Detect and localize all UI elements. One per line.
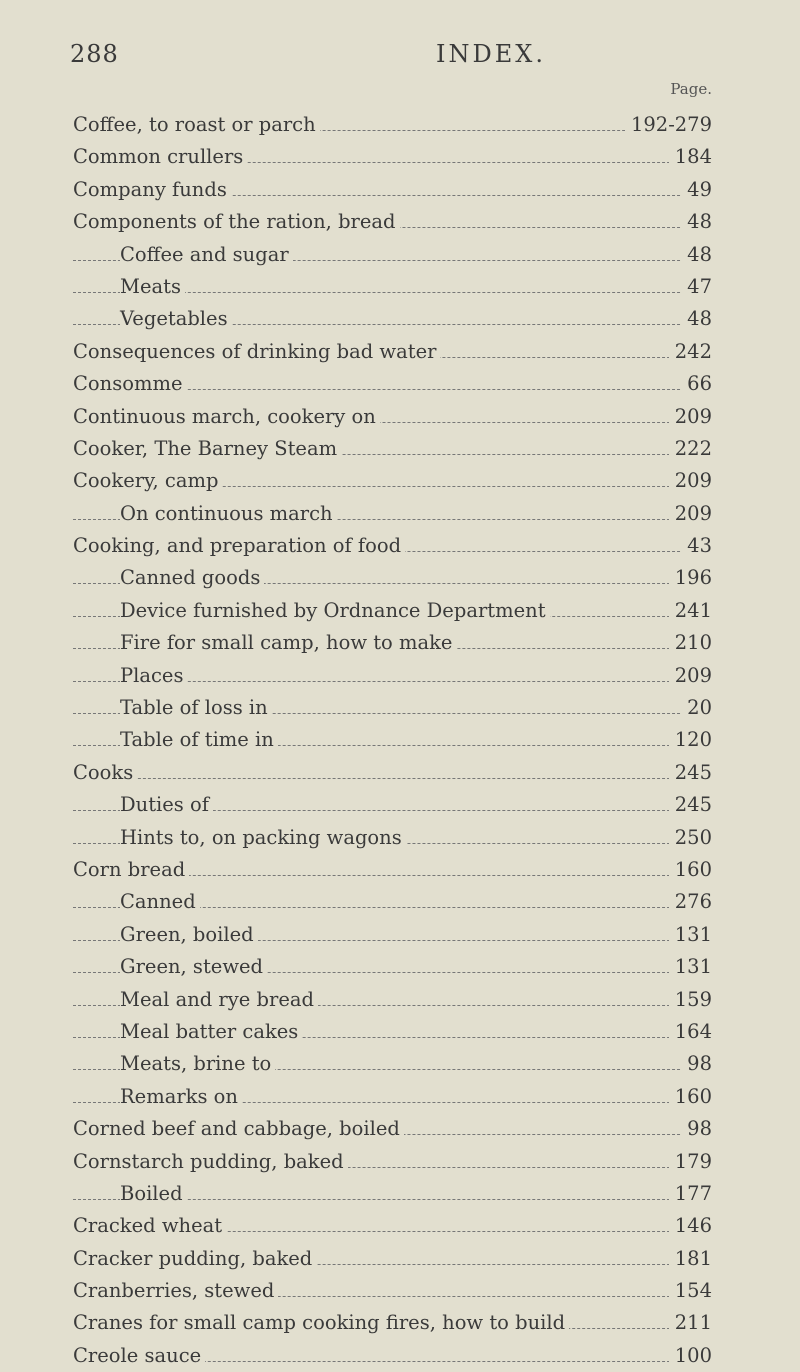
index-entry <box>0 854 800 886</box>
index-entry <box>0 336 800 368</box>
entry-page-number: 209 <box>669 401 712 433</box>
entry-label: Cooking, and preparation of food <box>73 530 405 562</box>
entry-page-number: 245 <box>669 789 712 821</box>
running-head-title: INDEX. <box>436 40 546 68</box>
dot-leader <box>73 778 700 779</box>
page-header <box>70 40 730 80</box>
index-entry <box>0 433 800 465</box>
index-subentry <box>0 886 800 918</box>
index-entry <box>0 206 800 238</box>
entry-label: Green, boiled <box>120 919 258 951</box>
entry-page-number: 242 <box>669 336 712 368</box>
index-subentry <box>0 271 800 303</box>
entry-page-number: 49 <box>681 174 712 206</box>
index-entry <box>0 530 800 562</box>
page-number: 288 <box>70 40 119 68</box>
index-entry <box>0 174 800 206</box>
entry-page-number: 184 <box>669 141 712 173</box>
index-subentry <box>0 595 800 627</box>
index-subentry <box>0 660 800 692</box>
index-entry <box>0 1340 800 1372</box>
entry-page-number: 154 <box>669 1275 712 1307</box>
entry-page-number: 196 <box>669 562 712 594</box>
entry-label: Cranes for small camp cooking fires, how to build <box>73 1307 569 1339</box>
page-column-label: Page. <box>670 80 712 98</box>
entry-label: Corned beef and cabbage, boiled <box>73 1113 404 1145</box>
entry-label: Continuous march, cookery on <box>73 401 380 433</box>
entry-page-number: 276 <box>669 886 712 918</box>
index-subentry <box>0 239 800 271</box>
entry-page-number: 209 <box>669 660 712 692</box>
entry-page-number: 47 <box>681 271 712 303</box>
entry-page-number: 146 <box>669 1210 712 1242</box>
index-entry <box>0 1275 800 1307</box>
entry-page-number: 222 <box>669 433 712 465</box>
entry-label: Meats <box>120 271 185 303</box>
entry-label: Cooker, The Barney Steam <box>73 433 341 465</box>
entry-label: Meal batter cakes <box>120 1016 302 1048</box>
index-subentry <box>0 1048 800 1080</box>
entry-label: Remarks on <box>120 1081 242 1113</box>
entry-page-number: 179 <box>669 1146 712 1178</box>
index-entry <box>0 141 800 173</box>
entry-page-number: 250 <box>669 822 712 854</box>
index-subentry <box>0 562 800 594</box>
entry-page-number: 48 <box>681 303 712 335</box>
entry-label: Green, stewed <box>120 951 267 983</box>
entry-label: Cracker pudding, baked <box>73 1243 316 1275</box>
index-subentry <box>0 822 800 854</box>
index-entry <box>0 368 800 400</box>
index-subentry <box>0 951 800 983</box>
entry-page-number: 192-279 <box>625 109 712 141</box>
entry-page-number: 241 <box>669 595 712 627</box>
entry-label: Cookery, camp <box>73 465 222 497</box>
entry-page-number: 245 <box>669 757 712 789</box>
entry-page-number: 48 <box>681 239 712 271</box>
entry-label: Duties of <box>120 789 213 821</box>
index-entry <box>0 109 800 141</box>
entry-label: Vegetables <box>120 303 232 335</box>
entry-page-number: 209 <box>669 465 712 497</box>
index-subentry <box>0 498 800 530</box>
entry-label: Consomme <box>73 368 187 400</box>
entry-label: Hints to, on packing wagons <box>120 822 406 854</box>
index-subentry <box>0 789 800 821</box>
entry-label: On continuous march <box>120 498 337 530</box>
entry-label: Cornstarch pudding, baked <box>73 1146 348 1178</box>
entry-page-number: 164 <box>669 1016 712 1048</box>
entry-label: Table of time in <box>120 724 278 756</box>
entry-page-number: 177 <box>669 1178 712 1210</box>
entry-page-number: 100 <box>669 1340 712 1372</box>
index-subentry <box>0 692 800 724</box>
entry-label: Cracked wheat <box>73 1210 226 1242</box>
index-entry <box>0 1113 800 1145</box>
index-subentry <box>0 1081 800 1113</box>
entry-page-number: 43 <box>681 530 712 562</box>
entry-page-number: 210 <box>669 627 712 659</box>
entry-page-number: 131 <box>669 919 712 951</box>
entry-label: Meal and rye bread <box>120 984 318 1016</box>
entry-label: Coffee and sugar <box>120 239 293 271</box>
entry-label: Meats, brine to <box>120 1048 275 1080</box>
entry-page-number: 181 <box>669 1243 712 1275</box>
index-entry <box>0 1243 800 1275</box>
entry-page-number: 209 <box>669 498 712 530</box>
entry-page-number: 98 <box>681 1113 712 1145</box>
index-entry <box>0 1307 800 1339</box>
entry-label: Canned goods <box>120 562 264 594</box>
index-entry <box>0 1146 800 1178</box>
entry-label: Components of the ration, bread <box>73 206 400 238</box>
index-subentry <box>0 984 800 1016</box>
entry-label: Corn bread <box>73 854 189 886</box>
entry-label: Device furnished by Ordnance Department <box>120 595 550 627</box>
entry-page-number: 120 <box>669 724 712 756</box>
entry-label: Consequences of drinking bad water <box>73 336 440 368</box>
entry-page-number: 98 <box>681 1048 712 1080</box>
entry-label: Canned <box>120 886 200 918</box>
index-entry-list <box>0 109 800 1372</box>
index-entry <box>0 401 800 433</box>
index-subentry <box>0 303 800 335</box>
entry-page-number: 159 <box>669 984 712 1016</box>
index-entry <box>0 1210 800 1242</box>
entry-label: Places <box>120 660 187 692</box>
index-subentry <box>0 724 800 756</box>
entry-label: Coffee, to roast or parch <box>73 109 320 141</box>
entry-page-number: 160 <box>669 854 712 886</box>
entry-page-number: 20 <box>681 692 712 724</box>
entry-label: Fire for small camp, how to make <box>120 627 456 659</box>
entry-page-number: 160 <box>669 1081 712 1113</box>
index-entry <box>0 757 800 789</box>
entry-label: Company funds <box>73 174 231 206</box>
entry-page-number: 48 <box>681 206 712 238</box>
entry-label: Table of loss in <box>120 692 272 724</box>
entry-label: Boiled <box>120 1178 187 1210</box>
index-subentry <box>0 1178 800 1210</box>
entry-label: Cooks <box>73 757 137 789</box>
index-entry <box>0 465 800 497</box>
entry-label: Creole sauce <box>73 1340 205 1372</box>
entry-page-number: 211 <box>669 1307 712 1339</box>
index-subentry <box>0 1016 800 1048</box>
index-subentry <box>0 919 800 951</box>
entry-label: Cranberries, stewed <box>73 1275 278 1307</box>
index-subentry <box>0 627 800 659</box>
entry-page-number: 131 <box>669 951 712 983</box>
entry-label: Common crullers <box>73 141 247 173</box>
entry-page-number: 66 <box>681 368 712 400</box>
